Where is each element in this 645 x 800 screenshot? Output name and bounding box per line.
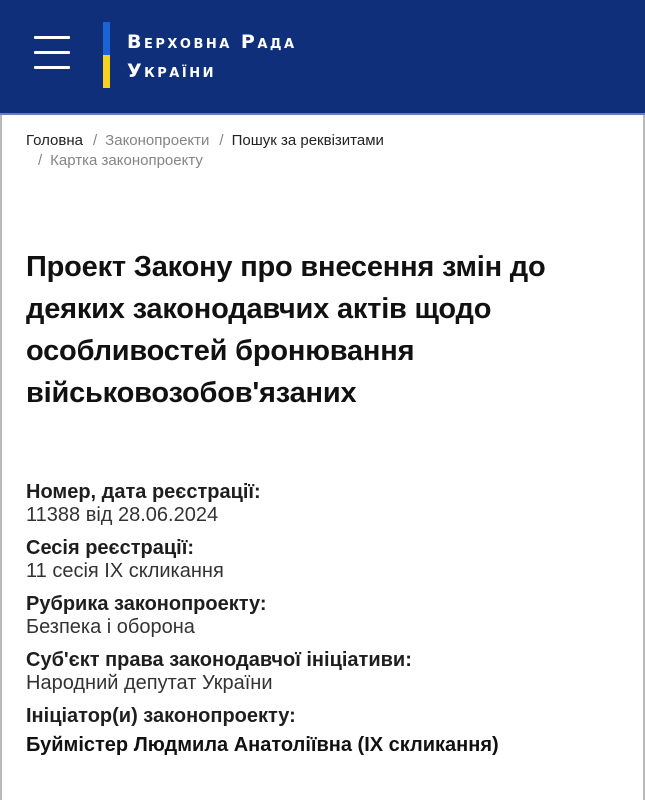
breadcrumb-bills[interactable]: Законопроекти [105, 132, 210, 149]
field-value: Безпека і оборона [26, 616, 195, 638]
ukraine-flag-icon [103, 22, 110, 88]
menu-bar [34, 66, 70, 69]
field-value: 11 сесія IX скликання [26, 560, 224, 582]
menu-bar [34, 36, 70, 39]
breadcrumb-separator: / [93, 132, 98, 149]
bill-details [26, 481, 626, 767]
field-label: Номер, дата реєстрації: [26, 481, 261, 503]
breadcrumb-line-2 [38, 151, 616, 171]
breadcrumb-home[interactable]: Головна [26, 132, 83, 149]
breadcrumb-separator: / [219, 132, 224, 149]
field-label: Рубрика законопроекту: [26, 593, 267, 615]
site-logo[interactable] [127, 28, 297, 86]
hamburger-menu-icon[interactable] [34, 36, 70, 70]
field-initiative-subject [26, 649, 626, 695]
menu-bar [34, 51, 70, 54]
bill-title: Проект Закону про внесення змін до деяких законодавчих актів щодо особливостей бронювання військовозобов'язаних [26, 251, 546, 409]
field-registration-session [26, 537, 626, 583]
field-value: Народний депутат України [26, 672, 273, 694]
breadcrumb-separator: / [38, 152, 43, 169]
field-label: Ініціатор(и) законопроекту: [26, 705, 296, 727]
breadcrumb-search-by-details[interactable]: Пошук за реквізитами [231, 132, 384, 149]
initiator-link[interactable]: Буймістер Людмила Анатоліївна (IX скликання) [26, 734, 499, 756]
breadcrumb [26, 131, 616, 171]
field-bill-category [26, 593, 626, 639]
logo-line-1: Верховна Рада [127, 31, 297, 53]
logo-line-2: України [127, 60, 216, 82]
field-value: 11388 від 28.06.2024 [26, 504, 219, 526]
flag-yellow-stripe [103, 55, 110, 88]
field-label: Суб'єкт права законодавчої ініціативи: [26, 649, 412, 671]
field-initiators [26, 705, 626, 757]
breadcrumb-current-bill-card: Картка законопроекту [50, 152, 203, 169]
flag-blue-stripe [103, 22, 110, 55]
field-label: Сесія реєстрації: [26, 537, 194, 559]
field-registration-number-date [26, 481, 626, 527]
site-header [0, 0, 645, 115]
